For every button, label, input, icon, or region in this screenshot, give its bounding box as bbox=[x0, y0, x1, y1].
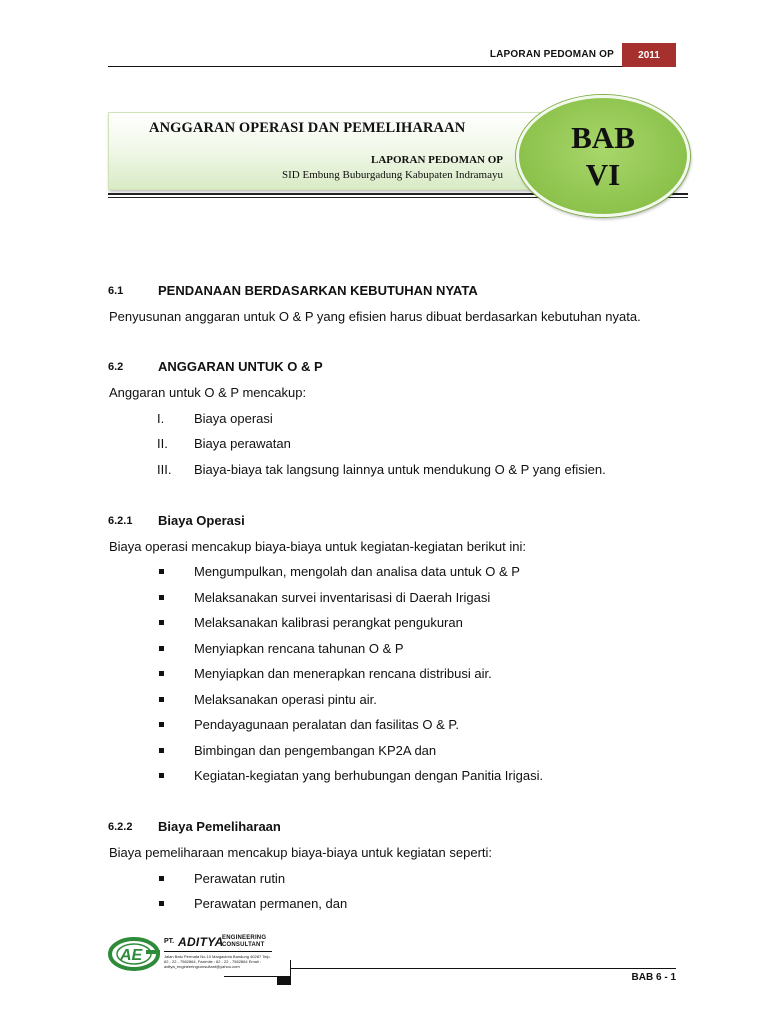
section-number: 6.2.2 bbox=[108, 821, 133, 833]
bullet-icon bbox=[159, 722, 164, 727]
year-badge bbox=[622, 43, 676, 67]
footer-rule bbox=[290, 968, 676, 969]
list-item-text: Biaya perawatan bbox=[194, 436, 291, 451]
list-item-text: Kegiatan-kegiatan yang berhubungan dengan Panitia Irigasi. bbox=[194, 768, 544, 783]
chapter-word: BAB bbox=[571, 120, 635, 155]
logo-address: Jalan Batu Permata No.10 Margacinta Bandung 40287 Telp. 62 - 22 - 7562864, Faximile : 62 - 22 - 7562864 Email : aditya_engineeringconsultant@yahoo.com bbox=[164, 954, 271, 970]
logo-sub-line1: ENGINEERING bbox=[222, 935, 267, 941]
list-item-text: Biaya-biaya tak langsung lainnya untuk mendukung O & P yang efisien. bbox=[194, 462, 606, 477]
bullet-icon bbox=[159, 671, 164, 676]
bullet-icon bbox=[159, 901, 164, 906]
roman-numeral: II. bbox=[157, 436, 168, 451]
list-item-text: Menyiapkan rencana tahunan O & P bbox=[194, 641, 404, 656]
list-item-text: Melaksanakan operasi pintu air. bbox=[194, 692, 377, 707]
bullet-icon bbox=[159, 748, 164, 753]
svg-text:AE: AE bbox=[120, 947, 143, 964]
chapter-circle-badge bbox=[516, 95, 690, 217]
list-item-text: Pendayagunaan peralatan dan fasilitas O & P. bbox=[194, 717, 460, 732]
list-item-text: Perawatan permanen, dan bbox=[194, 896, 348, 911]
bullet-icon bbox=[159, 773, 164, 778]
logo-sub-line2: CONSULTANT bbox=[222, 942, 265, 948]
paragraph-6-2-2: Biaya pemeliharaan mencakup biaya-biaya untuk kegiatan seperti: bbox=[109, 845, 493, 860]
section-number: 6.1 bbox=[108, 285, 124, 297]
section-title: ANGGARAN UNTUK O & P bbox=[158, 359, 323, 374]
bullet-icon bbox=[159, 876, 164, 881]
logo-pt: PT. bbox=[164, 938, 175, 945]
section-title: PENDANAAN BERDASARKAN KEBUTUHAN NYATA bbox=[158, 283, 478, 298]
logo-company-name: ADITYA bbox=[178, 935, 224, 949]
list-item-text: Menyiapkan dan menerapkan rencana distribusi air. bbox=[194, 666, 492, 681]
chapter-title: ANGGARAN OPERASI DAN PEMELIHARAAN bbox=[149, 120, 466, 136]
logo-company-type bbox=[222, 935, 266, 949]
chapter-number: VI bbox=[585, 157, 621, 192]
aec-logo-icon bbox=[108, 936, 162, 972]
report-title: LAPORAN PEDOMAN OP bbox=[489, 49, 614, 60]
logo-rule bbox=[164, 951, 272, 952]
footer-marker bbox=[277, 976, 291, 985]
chapter-subtitle: LAPORAN PEDOMAN OP bbox=[371, 154, 503, 166]
logo-underline bbox=[224, 976, 284, 977]
list-item-text: Biaya operasi bbox=[194, 411, 273, 426]
project-location: SID Embung Buburgadung Kabupaten Indramayu bbox=[282, 169, 503, 181]
list-item-text: Melaksanakan survei inventarisasi di Daerah Irigasi bbox=[194, 590, 491, 605]
paragraph-6-2: Anggaran untuk O & P mencakup: bbox=[109, 385, 307, 400]
bullet-icon bbox=[159, 569, 164, 574]
paragraph-6-1: Penyusunan anggaran untuk O & P yang efisien harus dibuat berdasarkan kebutuhan nyata. bbox=[109, 309, 641, 324]
list-item-text: Bimbingan dan pengembangan KP2A dan bbox=[194, 743, 437, 758]
page-number: BAB 6 - 1 bbox=[631, 972, 676, 983]
company-logo bbox=[108, 936, 278, 986]
list-item-text: Mengumpulkan, mengolah dan analisa data untuk O & P bbox=[194, 564, 520, 579]
section-number: 6.2.1 bbox=[108, 515, 133, 527]
header-rule bbox=[108, 66, 622, 67]
roman-numeral: III. bbox=[157, 462, 172, 477]
year-text: 2011 bbox=[638, 49, 660, 61]
roman-numeral: I. bbox=[157, 411, 165, 426]
paragraph-6-2-1: Biaya operasi mencakup biaya-biaya untuk kegiatan-kegiatan berikut ini: bbox=[109, 539, 526, 554]
chapter-banner bbox=[108, 112, 540, 190]
bullet-icon bbox=[159, 620, 164, 625]
section-number: 6.2 bbox=[108, 361, 124, 373]
section-title: Biaya Operasi bbox=[158, 513, 245, 528]
bullet-icon bbox=[159, 646, 164, 651]
bullet-icon bbox=[159, 595, 164, 600]
section-title: Biaya Pemeliharaan bbox=[158, 819, 281, 834]
list-item-text: Perawatan rutin bbox=[194, 871, 286, 886]
bullet-icon bbox=[159, 697, 164, 702]
list-item-text: Melaksanakan kalibrasi perangkat pengukuran bbox=[194, 615, 463, 630]
